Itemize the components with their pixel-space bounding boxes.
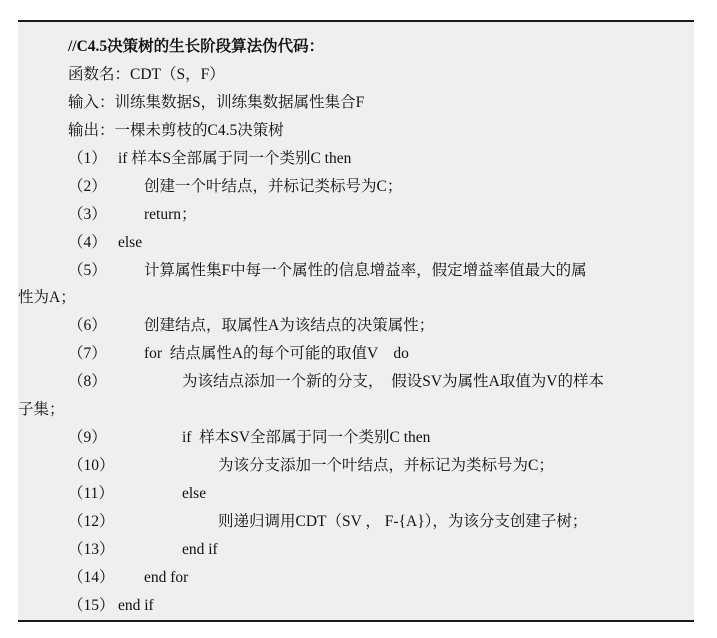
code-line-11 [18, 480, 694, 508]
input-text: 输入：训练集数据S，训练集数据属性集合F [68, 94, 365, 111]
code-text: return； [144, 206, 197, 223]
code-line-15 [18, 592, 694, 620]
line-number: （8） [68, 373, 107, 390]
code-line-6 [18, 312, 694, 340]
line-number: （5） [68, 262, 107, 279]
line-number: （11） [68, 485, 114, 502]
code-text: if 样本S全部属于同一个类别C then [118, 150, 352, 167]
code-line-8 [18, 368, 694, 396]
line-number: （10） [68, 457, 115, 474]
line-number: （7） [68, 345, 107, 362]
code-line-4 [18, 229, 694, 257]
code-text: end if [118, 597, 154, 614]
code-text: 为该分支添加一个叶结点，并标记为类标号为C； [218, 457, 554, 474]
code-text: if 样本SV全部属于同一个类别C then [182, 429, 431, 446]
code-text: 创建结点，取属性A为该结点的决策属性； [144, 317, 435, 334]
code-line-5-continuation [18, 284, 694, 312]
code-line-9 [18, 424, 694, 452]
code-line-2 [18, 173, 694, 201]
code-line-12 [18, 508, 694, 536]
code-text: 性为A； [18, 289, 76, 306]
line-number: （6） [68, 317, 107, 334]
line-number: （1） [68, 150, 107, 167]
code-text: else [118, 234, 143, 251]
line-number: （4） [68, 234, 107, 251]
pseudocode-title [18, 33, 694, 61]
code-line-14 [18, 564, 694, 592]
code-text: for 结点属性A的每个可能的取值V do [144, 345, 409, 362]
line-number: （12） [68, 513, 115, 530]
function-name-text: 函数名：CDT（S，F） [68, 66, 225, 83]
code-line-5 [18, 257, 694, 285]
code-line-13 [18, 536, 694, 564]
code-text: 则递归调用CDT（SV ， F-{A}），为该分支创建子树； [218, 513, 588, 530]
code-text: end for [144, 569, 189, 586]
title-text: //C4.5决策树的生长阶段算法伪代码： [68, 38, 325, 55]
line-number: （15） [68, 597, 115, 614]
line-number: （2） [68, 178, 107, 195]
code-text: 子集； [18, 401, 65, 418]
input-line [18, 89, 694, 117]
code-line-7 [18, 340, 694, 368]
code-text: 为该结点添加一个新的分支， 假设SV为属性A取值为V的样本 [182, 373, 604, 390]
line-number: （13） [68, 541, 115, 558]
code-line-1 [18, 145, 694, 173]
code-line-10 [18, 452, 694, 480]
output-text: 输出：一棵未剪枝的C4.5决策树 [68, 122, 284, 139]
output-line [18, 117, 694, 145]
line-number: （9） [68, 429, 107, 446]
code-text: else [182, 485, 207, 502]
code-text: end if [182, 541, 218, 558]
line-number: （3） [68, 206, 107, 223]
code-text: 创建一个叶结点，并标记类标号为C； [144, 178, 403, 195]
code-line-8-continuation [18, 396, 694, 424]
code-text: 计算属性集F中每一个属性的信息增益率，假定增益率值最大的属 [144, 262, 587, 279]
pseudocode-panel [18, 20, 694, 622]
code-line-3 [18, 201, 694, 229]
function-name-line [18, 61, 694, 89]
line-number: （14） [68, 569, 115, 586]
